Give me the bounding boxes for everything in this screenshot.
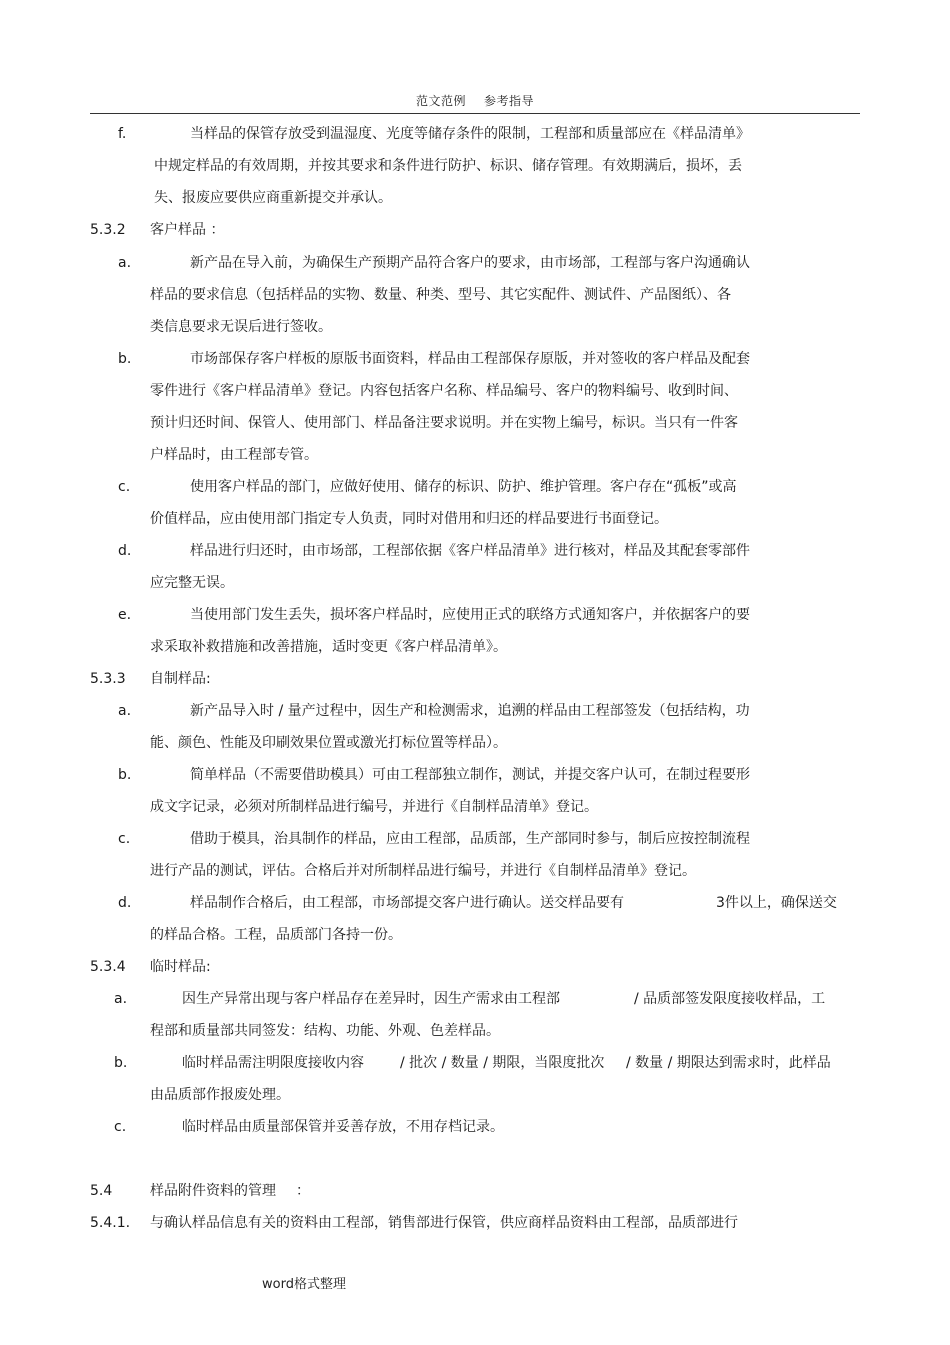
item-marker: e. <box>118 607 132 623</box>
section-title: 样品附件资料的管理 <box>150 1183 276 1199</box>
text-line: 应完整无误。 <box>150 575 234 591</box>
section-number: 5.4.1. <box>90 1215 131 1231</box>
item-marker: f. <box>118 126 127 142</box>
text-line: 当样品的保管存放受到温湿度、光度等储存条件的限制，工程部和质量部应在《样品清单》 <box>190 126 750 142</box>
text-line: 进行产品的测试，评估。合格后并对所制样品进行编号，并进行《自制样品清单》登记。 <box>150 863 696 879</box>
item-marker: a. <box>118 703 132 719</box>
item-marker: c. <box>118 831 131 847</box>
text-line: 简单样品（不需要借助模具）可由工程部独立制作，测试，并提交客户认可，在制过程要形 <box>190 767 750 783</box>
section-number: 5.3.3 <box>90 671 126 687</box>
page-footer: word格式整理 <box>262 1277 346 1292</box>
text-line: 样品进行归还时，由市场部，工程部依据《客户样品清单》进行核对，样品及其配套零部件 <box>190 543 750 559</box>
text-line: 预计归还时间、保管人、使用部门、样品备注要求说明。并在实物上编号，标识。当只有一件客 <box>150 415 738 431</box>
text-line-tail: / 数量 / 期限达到需求时，此样品 <box>626 1055 831 1071</box>
text-line: 使用客户样品的部门，应做好使用、储存的标识、防护、维护管理。客户存在“孤板”或高 <box>190 479 737 495</box>
page-header <box>0 92 950 109</box>
section-title-colon: ： <box>296 1183 310 1199</box>
section-title: 客户样品 ： <box>150 222 225 238</box>
text-line-tail: / 品质部签发限度接收样品，工 <box>634 991 826 1007</box>
text-line: 新产品导入时 / 量产过程中，因生产和检测需求，追溯的样品由工程部签发（包括结构，功 <box>190 703 750 719</box>
text-line: 与确认样品信息有关的资料由工程部，销售部进行保管，供应商样品资料由工程部，品质部进行 <box>150 1215 738 1231</box>
text-line: 借助于模具，治具制作的样品，应由工程部，品质部，生产部同时参与，制后应按控制流程 <box>190 831 750 847</box>
item-marker: b. <box>118 351 132 367</box>
text-line: 成文字记录，必须对所制样品进行编号，并进行《自制样品清单》登记。 <box>150 799 598 815</box>
header-right-text: 参考指导 <box>484 94 535 108</box>
header-left-text: 范文范例 <box>415 94 466 108</box>
text-line: 能、颜色、性能及印刷效果位置或激光打标位置等样品）。 <box>150 735 507 751</box>
text-line: 当使用部门发生丢失，损坏客户样品时，应使用正式的联络方式通知客户，并依据客户的要 <box>190 607 750 623</box>
text-line: 样品制作合格后，由工程部，市场部提交客户进行确认。送交样品要有 <box>190 895 624 911</box>
text-line: 临时样品需注明限度接收内容 <box>182 1055 364 1071</box>
text-line: 失、报废应要供应商重新提交并承认。 <box>154 190 392 206</box>
text-line: 中规定样品的有效周期，并按其要求和条件进行防护、标识、储存管理。有效期满后，损坏，丢 <box>154 158 742 174</box>
header-rule <box>90 113 860 114</box>
item-marker: b. <box>118 767 132 783</box>
section-number: 5.3.4 <box>90 959 126 975</box>
text-line: 因生产异常出现与客户样品存在差异时，因生产需求由工程部 <box>182 991 560 1007</box>
text-line: 程部和质量部共同签发：结构、功能、外观、色差样品。 <box>150 1023 500 1039</box>
text-line: 零件进行《客户样品清单》登记。内容包括客户名称、样品编号、客户的物料编号、收到时间、 <box>150 383 738 399</box>
text-line: 价值样品，应由使用部门指定专人负责，同时对借用和归还的样品要进行书面登记。 <box>150 511 668 527</box>
section-number: 5.3.2 <box>90 222 126 238</box>
section-title: 自制样品: <box>150 671 211 687</box>
text-line: 户样品时，由工程部专管。 <box>150 447 318 463</box>
text-line: 求采取补救措施和改善措施，适时变更《客户样品清单》。 <box>150 639 507 655</box>
item-marker: c. <box>114 1119 127 1135</box>
item-marker: c. <box>118 479 131 495</box>
text-line-tail: / 批次 / 数量 / 期限，当限度批次 <box>400 1055 605 1071</box>
text-line: 市场部保存客户样板的原版书面资料，样品由工程部保存原版，并对签收的客户样品及配套 <box>190 351 750 367</box>
text-line: 由品质部作报废处理。 <box>150 1087 290 1103</box>
item-marker: d. <box>118 543 132 559</box>
text-line: 新产品在导入前，为确保生产预期产品符合客户的要求，由市场部，工程部与客户沟通确认 <box>190 255 750 271</box>
text-line: 样品的要求信息（包括样品的实物、数量、种类、型号、其它实配件、测试件、产品图纸）、各 <box>150 287 731 303</box>
text-line: 的样品合格。工程，品质部门各持一份。 <box>150 927 402 943</box>
item-marker: a. <box>118 255 132 271</box>
text-line: 临时样品由质量部保管并妥善存放，不用存档记录。 <box>182 1119 504 1135</box>
item-marker: d. <box>118 895 132 911</box>
text-line-tail: 3件以上，确保送交 <box>716 895 837 911</box>
item-marker: b. <box>114 1055 128 1071</box>
text-line: 类信息要求无误后进行签收。 <box>150 319 332 335</box>
section-title: 临时样品: <box>150 959 211 975</box>
section-number: 5.4 <box>90 1183 113 1199</box>
item-marker: a. <box>114 991 128 1007</box>
